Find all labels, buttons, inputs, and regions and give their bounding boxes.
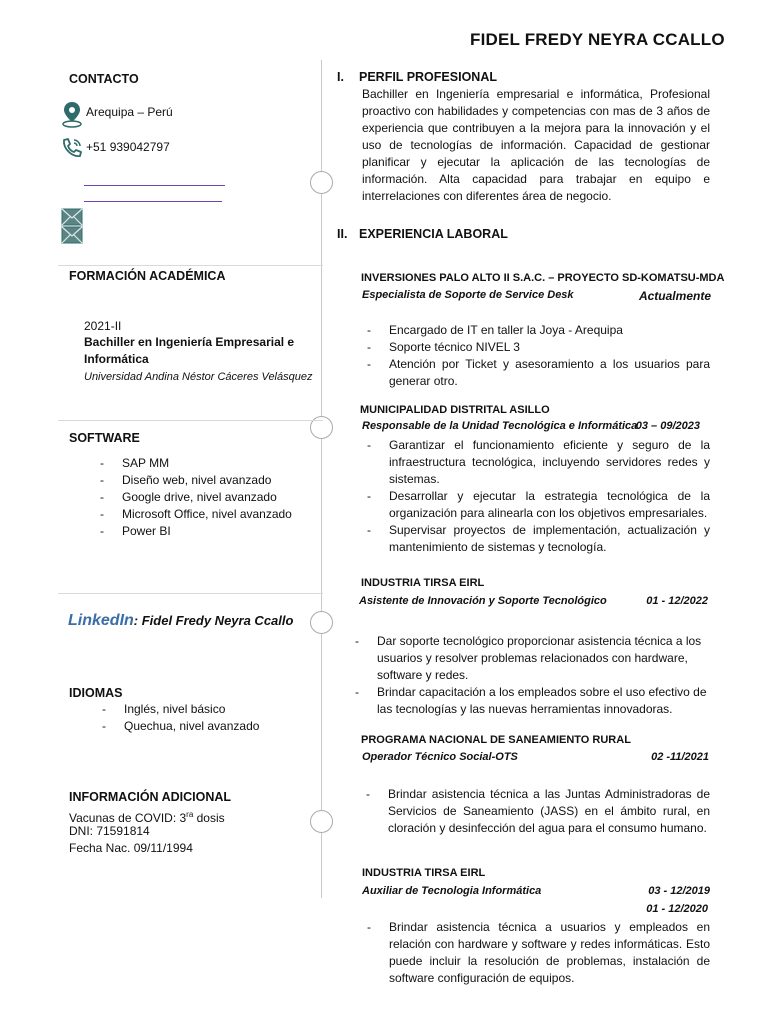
covid-vaccines: Vacunas de COVID: $3^{ra}$ dosis	[69, 810, 225, 825]
job-company: MUNICIPALIDAD DISTRITAL ASILLO	[360, 404, 550, 416]
languages-title: IDIOMAS	[69, 686, 123, 700]
section-divider	[58, 420, 323, 421]
job-task: - Garantizar el funcionamiento eficiente y seguro de la infraestructura tecnológica, incluyendo servidores redes y sistemas.	[365, 437, 710, 488]
job-task: - Supervisar proyectos de implementación, actualización y mantenimiento de sistemas y tecnología.	[365, 522, 710, 556]
job-role: Auxiliar de Tecnologia Informática	[362, 885, 542, 897]
languages-list	[100, 701, 315, 735]
job-company: INVERSIONES PALO ALTO II S.A.C. – PROYECTO SD-KOMATSU-MDA	[361, 272, 725, 284]
candidate-name: FIDEL FREDY NEYRA CCALLO	[470, 30, 725, 49]
timeline-node	[310, 171, 333, 194]
contact-title: CONTACTO	[69, 72, 139, 86]
job-task: - Atención por Ticket y asesoramiento a los usuarios para generar otro.	[365, 356, 710, 390]
job-task: - Desarrollar y ejecutar la estrategia tecnológica de la organización para alinearla con los objetivos empresariales.	[365, 488, 710, 522]
web-link-line[interactable]	[84, 201, 222, 202]
job-tasks	[365, 322, 710, 390]
job-task: - Soporte técnico NIVEL 3	[365, 339, 710, 356]
dni: DNI: 71591814	[69, 824, 150, 838]
mail-icon	[61, 226, 83, 249]
education-year: 2021-II	[84, 319, 122, 333]
job-task: - Brindar capacitación a los empleados sobre el uso efectivo de las tecnologías y las nuevas herramientas innovadoras.	[353, 684, 710, 718]
linkedin-row[interactable]	[68, 612, 293, 630]
job-role: Especialista de Soporte de Service Desk	[362, 289, 574, 301]
contact-location: Arequipa – Perú	[86, 105, 173, 119]
linkedin-logo: LinkedIn	[68, 612, 134, 629]
job-company: PROGRAMA NACIONAL DE SANEAMIENTO RURAL	[361, 734, 631, 746]
education-degree: Bachiller en Ingeniería Empresarial e	[84, 335, 295, 349]
job-date: 03 – 09/2023	[635, 420, 700, 432]
location-pin-icon	[60, 100, 84, 133]
job-task: - Brindar asistencia técnica a usuarios y empleados en relación con hardware y software y redes informáticas. Esto puede incluir la resolución de problemas, instalación de software configuración de equipos.	[365, 919, 710, 987]
job-role: Operador Técnico Social-OTS	[362, 751, 518, 763]
job-task: - Dar soporte tecnológico proporcionar asistencia técnica a los usuarios y resolver problemas relacionados con hardware, software y redes.	[353, 633, 710, 684]
job-date: 01 - 12/2022	[646, 595, 708, 607]
job-company: INDUSTRIA TIRSA EIRL	[361, 577, 485, 589]
job-date: 02 -11/2021	[651, 751, 709, 763]
job-date: Actualmente	[638, 289, 711, 303]
phone-icon	[60, 137, 84, 164]
experience-title: EXPERIENCIA LABORAL	[359, 227, 508, 241]
job-company: INDUSTRIA TIRSA EIRL	[362, 867, 486, 879]
job-task: - Brindar asistencia técnica a las Juntas Administradoras de Servicios de Saneamiento (JASS) en el ámbito rural, en cloración y desinfección del agua para el consumo humano.	[364, 786, 710, 837]
software-item: - Diseño web, nivel avanzado	[98, 472, 313, 489]
education-university: Universidad Andina Néstor Cáceres Velásquez	[84, 371, 313, 383]
email-link-line[interactable]	[84, 185, 225, 186]
profile-text: Bachiller en Ingeniería empresarial e informática, Profesional proactivo con habilidades y competencias con mas de 3 años de experiencia que contribuyen a la mejora para la innovación y el uso de tecnologías de información. Capacidad de gestionar planificar y ejecutar la aplicación de las tecnologías de información. Alta capacidad para trabajar en equipo e interrelaciones con diferentes área de negocio.	[362, 87, 710, 203]
timeline-node	[310, 611, 333, 634]
language-item: - Inglés, nivel básico	[100, 701, 315, 718]
language-item: - Quechua, nivel avanzado	[100, 718, 315, 735]
education-title: FORMACIÓN ACADÉMICA	[69, 269, 226, 283]
job-tasks	[365, 919, 710, 987]
section-divider	[58, 593, 323, 594]
contact-phone: +51 939042797	[86, 140, 170, 154]
profile-title: PERFIL PROFESIONAL	[359, 70, 497, 84]
software-item: - Microsoft Office, nivel avanzado	[98, 506, 313, 523]
job-role: Asistente de Innovación y Soporte Tecnológico	[359, 595, 607, 607]
job-tasks	[365, 437, 710, 556]
section-divider	[58, 265, 323, 266]
job-tasks	[364, 786, 710, 837]
software-item: - SAP MM	[98, 455, 313, 472]
birth-date: Fecha Nac. 09/11/1994	[69, 841, 193, 855]
job-date: 03 - 12/2019	[648, 885, 710, 897]
job-date-secondary: 01 - 12/2020	[646, 903, 708, 915]
profile-number: I.	[337, 70, 344, 84]
software-item: - Power BI	[98, 523, 313, 540]
timeline-node	[310, 810, 333, 833]
job-tasks	[353, 633, 710, 718]
education-degree-cont: Informática	[84, 352, 149, 366]
experience-number: II.	[337, 227, 348, 241]
software-list	[98, 455, 313, 540]
job-role: Responsable de la Unidad Tecnológica e Informática	[362, 420, 638, 432]
software-title: SOFTWARE	[69, 431, 140, 445]
software-item: - Google drive, nivel avanzado	[98, 489, 313, 506]
linkedin-profile[interactable]: : Fidel Fredy Neyra Ccallo	[133, 613, 294, 628]
job-task: - Encargado de IT en taller la Joya - Arequipa	[365, 322, 710, 339]
additional-title: INFORMACIÓN ADICIONAL	[69, 790, 232, 804]
